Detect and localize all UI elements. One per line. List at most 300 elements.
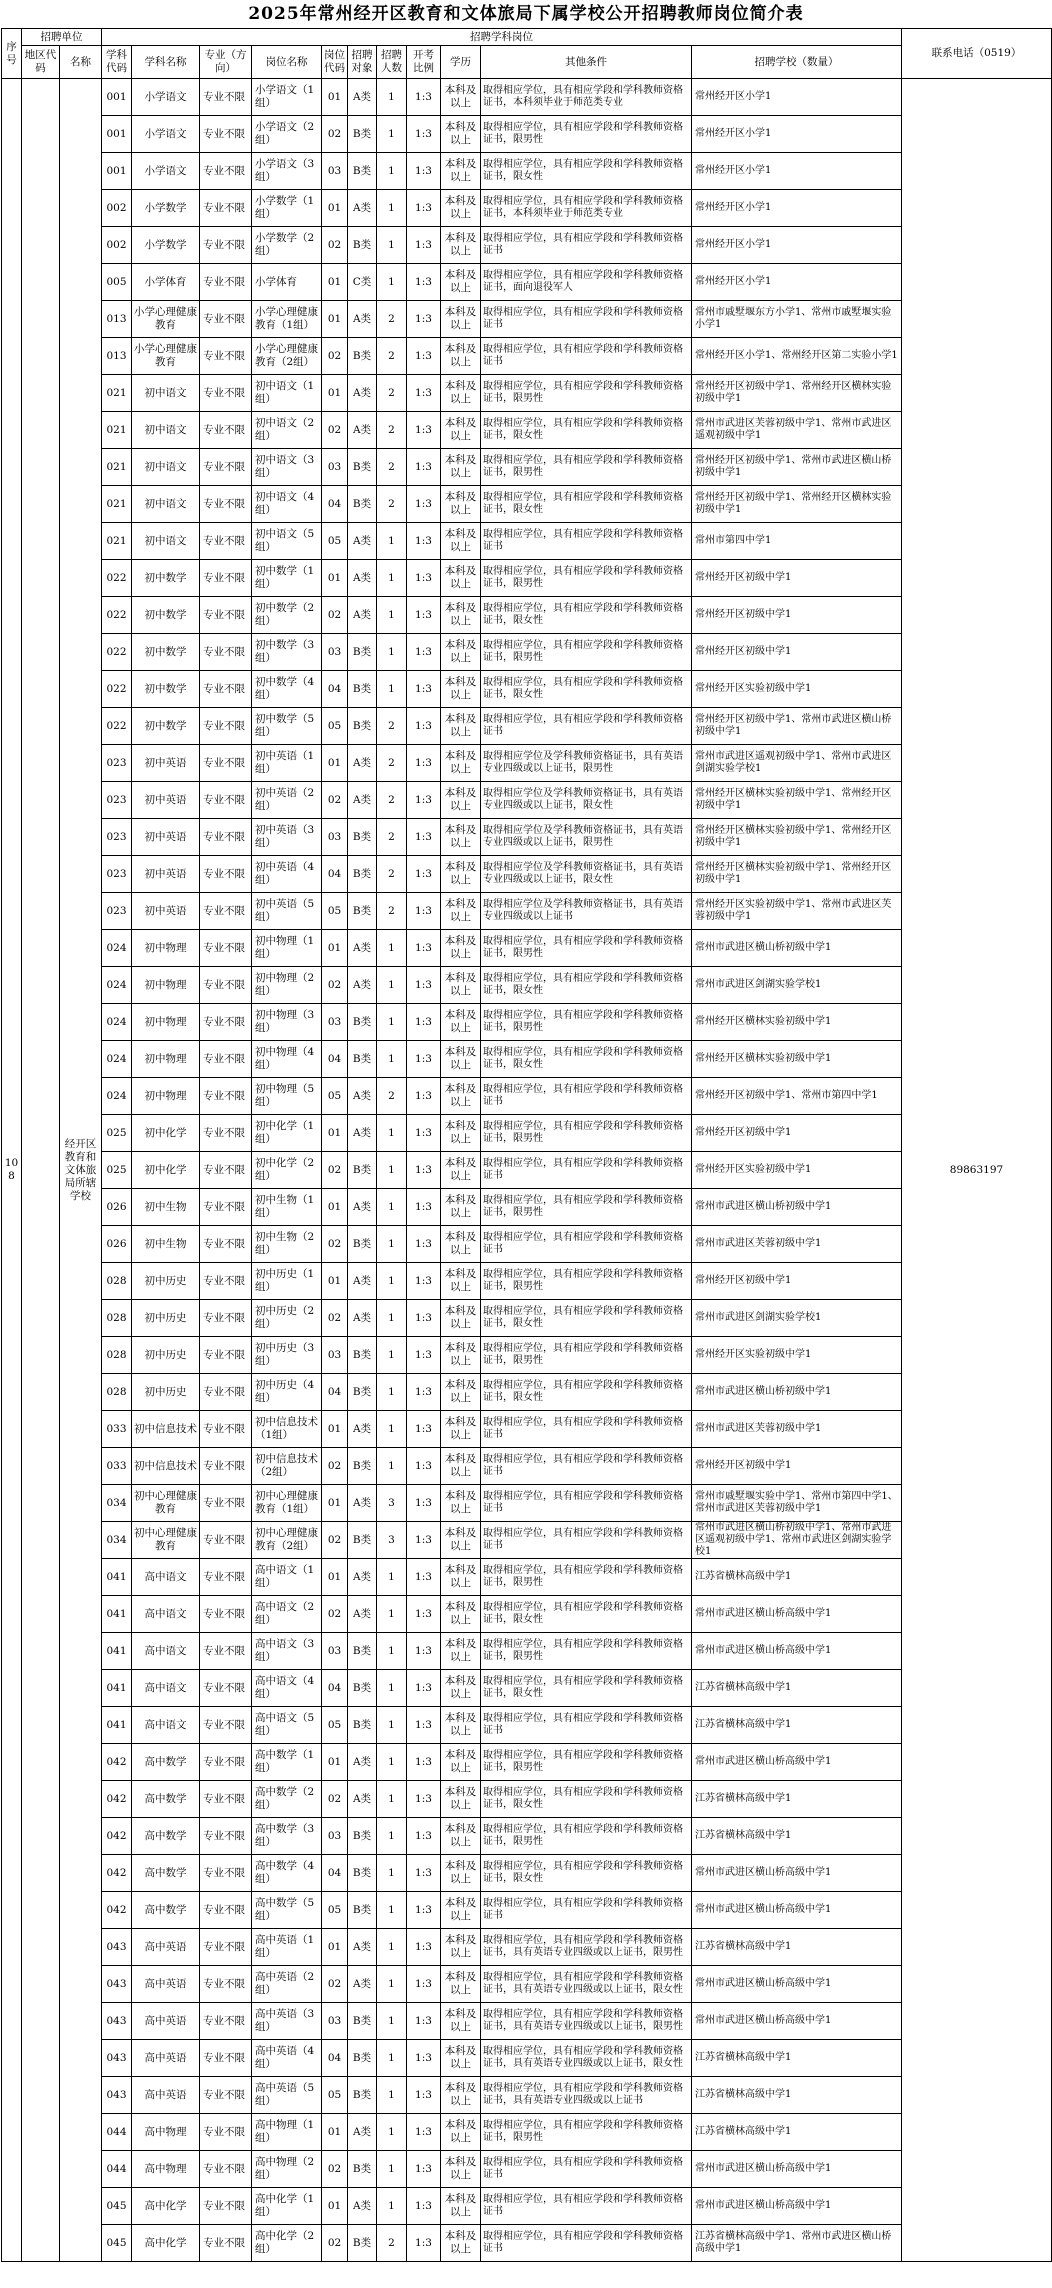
major-cell: 专业不限 xyxy=(200,227,252,264)
header-major: 专业（方向） xyxy=(200,46,252,79)
subject-code-cell: 041 xyxy=(102,1670,132,1707)
ratio-cell: 1:3 xyxy=(407,1189,441,1226)
ratio-cell: 1:3 xyxy=(407,597,441,634)
count-cell: 1 xyxy=(377,1041,407,1078)
table-row xyxy=(2,856,1052,893)
subject-code-cell: 002 xyxy=(102,190,132,227)
ratio-cell: 1:3 xyxy=(407,1596,441,1633)
table-row xyxy=(2,264,1052,301)
target-cell: B类 xyxy=(348,1337,377,1374)
target-cell: A类 xyxy=(348,782,377,819)
target-cell: A类 xyxy=(348,1559,377,1596)
target-cell: B类 xyxy=(348,708,377,745)
ratio-cell: 1:3 xyxy=(407,523,441,560)
conditions-cell: 取得相应学位，具有相应学段和学科教师资格证书，限男性 xyxy=(481,1337,692,1374)
subject-code-cell: 021 xyxy=(102,375,132,412)
subject-code-cell: 023 xyxy=(102,893,132,930)
major-cell: 专业不限 xyxy=(200,1596,252,1633)
target-cell: B类 xyxy=(348,893,377,930)
post-name-cell: 初中数学（4组） xyxy=(252,671,322,708)
major-cell: 专业不限 xyxy=(200,1707,252,1744)
education-cell: 本科及以上 xyxy=(441,449,481,486)
ratio-cell: 1:3 xyxy=(407,1078,441,1115)
education-cell: 本科及以上 xyxy=(441,523,481,560)
conditions-cell: 取得相应学位，具有相应学段和学科教师资格证书，限女性 xyxy=(481,486,692,523)
post-name-cell: 初中语文（4组） xyxy=(252,486,322,523)
target-cell: A类 xyxy=(348,1263,377,1300)
subject-code-cell: 013 xyxy=(102,338,132,375)
education-cell: 本科及以上 xyxy=(441,1337,481,1374)
ratio-cell: 1:3 xyxy=(407,745,441,782)
conditions-cell: 取得相应学位，具有相应学段和学科教师资格证书 xyxy=(481,1226,692,1263)
education-cell: 本科及以上 xyxy=(441,634,481,671)
major-cell: 专业不限 xyxy=(200,1152,252,1189)
ratio-cell: 1:3 xyxy=(407,782,441,819)
education-cell: 本科及以上 xyxy=(441,1522,481,1559)
education-cell: 本科及以上 xyxy=(441,1670,481,1707)
subject-name-cell: 初中英语 xyxy=(132,782,200,819)
post-code-cell: 01 xyxy=(322,745,348,782)
ratio-cell: 1:3 xyxy=(407,2188,441,2225)
major-cell: 专业不限 xyxy=(200,1115,252,1152)
post-name-cell: 小学语文（1组） xyxy=(252,79,322,116)
conditions-cell: 取得相应学位，具有相应学段和学科教师资格证书，本科须毕业于师范类专业 xyxy=(481,79,692,116)
target-cell: B类 xyxy=(348,486,377,523)
post-code-cell: 01 xyxy=(322,1744,348,1781)
conditions-cell: 取得相应学位，具有相应学段和学科教师资格证书 xyxy=(481,1448,692,1485)
target-cell: A类 xyxy=(348,1966,377,2003)
education-cell: 本科及以上 xyxy=(441,1892,481,1929)
subject-code-cell: 005 xyxy=(102,264,132,301)
post-code-cell: 02 xyxy=(322,1596,348,1633)
conditions-cell: 取得相应学位，具有相应学段和学科教师资格证书 xyxy=(481,708,692,745)
ratio-cell: 1:3 xyxy=(407,338,441,375)
post-code-cell: 02 xyxy=(322,116,348,153)
education-cell: 本科及以上 xyxy=(441,1596,481,1633)
count-cell: 1 xyxy=(377,1152,407,1189)
count-cell: 1 xyxy=(377,671,407,708)
schools-cell: 江苏省横林高级中学1 xyxy=(692,1818,902,1855)
ratio-cell: 1:3 xyxy=(407,153,441,190)
education-cell: 本科及以上 xyxy=(441,227,481,264)
table-row xyxy=(2,708,1052,745)
count-cell: 2 xyxy=(377,819,407,856)
target-cell: B类 xyxy=(348,671,377,708)
schools-cell: 常州市第四中学1 xyxy=(692,523,902,560)
schools-cell: 常州经开区小学1、常州经开区第二实验小学1 xyxy=(692,338,902,375)
table-row xyxy=(2,1707,1052,1744)
conditions-cell: 取得相应学位，具有相应学段和学科教师资格证书，限男性 xyxy=(481,930,692,967)
post-name-cell: 初中信息技术（2组） xyxy=(252,1448,322,1485)
target-cell: B类 xyxy=(348,856,377,893)
major-cell: 专业不限 xyxy=(200,1189,252,1226)
count-cell: 1 xyxy=(377,264,407,301)
target-cell: A类 xyxy=(348,1300,377,1337)
target-cell: B类 xyxy=(348,634,377,671)
education-cell: 本科及以上 xyxy=(441,1818,481,1855)
table-row xyxy=(2,1522,1052,1559)
subject-name-cell: 初中物理 xyxy=(132,930,200,967)
ratio-cell: 1:3 xyxy=(407,560,441,597)
subject-name-cell: 初中数学 xyxy=(132,560,200,597)
subject-name-cell: 初中英语 xyxy=(132,856,200,893)
post-name-cell: 初中物理（5组） xyxy=(252,1078,322,1115)
table-row xyxy=(2,1189,1052,1226)
subject-code-cell: 043 xyxy=(102,2040,132,2077)
post-code-cell: 02 xyxy=(322,967,348,1004)
table-row xyxy=(2,1596,1052,1633)
post-name-cell: 初中历史（1组） xyxy=(252,1263,322,1300)
conditions-cell: 取得相应学位，具有相应学段和学科教师资格证书，具有英语专业四级或以上证书 xyxy=(481,2077,692,2114)
education-cell: 本科及以上 xyxy=(441,1929,481,1966)
conditions-cell: 取得相应学位，具有相应学段和学科教师资格证书，限女性 xyxy=(481,1374,692,1411)
major-cell: 专业不限 xyxy=(200,1078,252,1115)
count-cell: 1 xyxy=(377,1337,407,1374)
ratio-cell: 1:3 xyxy=(407,412,441,449)
count-cell: 1 xyxy=(377,1559,407,1596)
conditions-cell: 取得相应学位，具有相应学段和学科教师资格证书，限男性 xyxy=(481,1115,692,1152)
post-name-cell: 高中英语（2组） xyxy=(252,1966,322,2003)
major-cell: 专业不限 xyxy=(200,930,252,967)
subject-name-cell: 初中生物 xyxy=(132,1189,200,1226)
count-cell: 1 xyxy=(377,116,407,153)
education-cell: 本科及以上 xyxy=(441,1078,481,1115)
subject-name-cell: 初中英语 xyxy=(132,893,200,930)
education-cell: 本科及以上 xyxy=(441,967,481,1004)
target-cell: B类 xyxy=(348,1226,377,1263)
post-code-cell: 02 xyxy=(322,338,348,375)
subject-name-cell: 小学语文 xyxy=(132,116,200,153)
table-row xyxy=(2,1115,1052,1152)
target-cell: A类 xyxy=(348,1596,377,1633)
post-name-cell: 初中生物（1组） xyxy=(252,1189,322,1226)
ratio-cell: 1:3 xyxy=(407,2003,441,2040)
table-row xyxy=(2,153,1052,190)
target-cell: A类 xyxy=(348,412,377,449)
subject-name-cell: 初中信息技术 xyxy=(132,1448,200,1485)
subject-code-cell: 028 xyxy=(102,1263,132,1300)
conditions-cell: 取得相应学位，具有相应学段和学科教师资格证书，限男性 xyxy=(481,2114,692,2151)
count-cell: 2 xyxy=(377,745,407,782)
target-cell: A类 xyxy=(348,190,377,227)
post-code-cell: 01 xyxy=(322,1115,348,1152)
major-cell: 专业不限 xyxy=(200,523,252,560)
education-cell: 本科及以上 xyxy=(441,856,481,893)
schools-cell: 常州经开区初级中学1、常州市武进区横山桥初级中学1 xyxy=(692,708,902,745)
table-row xyxy=(2,1300,1052,1337)
subject-code-cell: 033 xyxy=(102,1411,132,1448)
subject-name-cell: 初中物理 xyxy=(132,1078,200,1115)
post-name-cell: 初中物理（2组） xyxy=(252,967,322,1004)
education-cell: 本科及以上 xyxy=(441,1559,481,1596)
post-code-cell: 01 xyxy=(322,2114,348,2151)
target-cell: B类 xyxy=(348,1448,377,1485)
ratio-cell: 1:3 xyxy=(407,1337,441,1374)
count-cell: 1 xyxy=(377,2003,407,2040)
subject-name-cell: 高中化学 xyxy=(132,2225,200,2262)
schools-cell: 江苏省横林高级中学1 xyxy=(692,2040,902,2077)
post-name-cell: 小学心理健康教育（2组） xyxy=(252,338,322,375)
post-name-cell: 小学数学（2组） xyxy=(252,227,322,264)
count-cell: 1 xyxy=(377,1448,407,1485)
count-cell: 1 xyxy=(377,2114,407,2151)
table-row xyxy=(2,449,1052,486)
count-cell: 1 xyxy=(377,634,407,671)
major-cell: 专业不限 xyxy=(200,1781,252,1818)
table-row xyxy=(2,1004,1052,1041)
post-code-cell: 01 xyxy=(322,1929,348,1966)
table-row xyxy=(2,301,1052,338)
subject-name-cell: 高中数学 xyxy=(132,1781,200,1818)
post-name-cell: 初中历史（3组） xyxy=(252,1337,322,1374)
subject-code-cell: 034 xyxy=(102,1522,132,1559)
education-cell: 本科及以上 xyxy=(441,1152,481,1189)
post-code-cell: 04 xyxy=(322,2040,348,2077)
post-name-cell: 初中物理（3组） xyxy=(252,1004,322,1041)
count-cell: 1 xyxy=(377,1966,407,2003)
ratio-cell: 1:3 xyxy=(407,1115,441,1152)
post-code-cell: 01 xyxy=(322,560,348,597)
education-cell: 本科及以上 xyxy=(441,153,481,190)
post-code-cell: 05 xyxy=(322,1078,348,1115)
conditions-cell: 取得相应学位，具有相应学段和学科教师资格证书，限男性 xyxy=(481,560,692,597)
post-code-cell: 04 xyxy=(322,1855,348,1892)
post-name-cell: 初中历史（2组） xyxy=(252,1300,322,1337)
post-code-cell: 03 xyxy=(322,1337,348,1374)
subject-code-cell: 041 xyxy=(102,1559,132,1596)
ratio-cell: 1:3 xyxy=(407,1855,441,1892)
count-cell: 1 xyxy=(377,1855,407,1892)
schools-cell: 常州市武进区横山桥初级中学1 xyxy=(692,1189,902,1226)
subject-name-cell: 初中数学 xyxy=(132,634,200,671)
post-code-cell: 01 xyxy=(322,1263,348,1300)
post-code-cell: 05 xyxy=(322,1892,348,1929)
table-row xyxy=(2,1041,1052,1078)
subject-name-cell: 小学数学 xyxy=(132,190,200,227)
schools-cell: 常州经开区初级中学1 xyxy=(692,1448,902,1485)
ratio-cell: 1:3 xyxy=(407,1929,441,1966)
ratio-cell: 1:3 xyxy=(407,1263,441,1300)
subject-name-cell: 初中数学 xyxy=(132,671,200,708)
post-name-cell: 初中生物（2组） xyxy=(252,1226,322,1263)
conditions-cell: 取得相应学位，具有相应学段和学科教师资格证书 xyxy=(481,1411,692,1448)
post-code-cell: 04 xyxy=(322,856,348,893)
major-cell: 专业不限 xyxy=(200,338,252,375)
post-code-cell: 03 xyxy=(322,1818,348,1855)
schools-cell: 常州市武进区横山桥初级中学1 xyxy=(692,1374,902,1411)
conditions-cell: 取得相应学位，具有相应学段和学科教师资格证书，限女性 xyxy=(481,412,692,449)
major-cell: 专业不限 xyxy=(200,1744,252,1781)
schools-cell: 常州经开区实验初级中学1、常州市武进区芙蓉初级中学1 xyxy=(692,893,902,930)
count-cell: 1 xyxy=(377,1596,407,1633)
conditions-cell: 取得相应学位，具有相应学段和学科教师资格证书 xyxy=(481,338,692,375)
major-cell: 专业不限 xyxy=(200,1374,252,1411)
subject-code-cell: 023 xyxy=(102,745,132,782)
major-cell: 专业不限 xyxy=(200,1448,252,1485)
major-cell: 专业不限 xyxy=(200,560,252,597)
header-subject-code: 学科代码 xyxy=(102,46,132,79)
post-name-cell: 初中数学（3组） xyxy=(252,634,322,671)
schools-cell: 江苏省横林高级中学1 xyxy=(692,1670,902,1707)
conditions-cell: 取得相应学位，具有相应学段和学科教师资格证书 xyxy=(481,1485,692,1522)
schools-cell: 江苏省横林高级中学1、常州市武进区横山桥高级中学1 xyxy=(692,2225,902,2262)
count-cell: 2 xyxy=(377,2225,407,2262)
count-cell: 2 xyxy=(377,412,407,449)
major-cell: 专业不限 xyxy=(200,967,252,1004)
target-cell: B类 xyxy=(348,819,377,856)
post-code-cell: 01 xyxy=(322,1411,348,1448)
schools-cell: 常州经开区实验初级中学1 xyxy=(692,671,902,708)
table-row xyxy=(2,893,1052,930)
education-cell: 本科及以上 xyxy=(441,1966,481,2003)
major-cell: 专业不限 xyxy=(200,1818,252,1855)
schools-cell: 江苏省横林高级中学1 xyxy=(692,2077,902,2114)
subject-code-cell: 043 xyxy=(102,1966,132,2003)
post-name-cell: 高中英语（3组） xyxy=(252,2003,322,2040)
post-code-cell: 01 xyxy=(322,1559,348,1596)
conditions-cell: 取得相应学位，具有相应学段和学科教师资格证书 xyxy=(481,2151,692,2188)
major-cell: 专业不限 xyxy=(200,1300,252,1337)
major-cell: 专业不限 xyxy=(200,1670,252,1707)
post-name-cell: 小学语文（3组） xyxy=(252,153,322,190)
schools-cell: 常州经开区横林实验初级中学1、常州经开区初级中学1 xyxy=(692,782,902,819)
header-unit-group: 招聘单位 xyxy=(22,29,102,46)
ratio-cell: 1:3 xyxy=(407,2077,441,2114)
table-row xyxy=(2,1448,1052,1485)
header-seq: 序号 xyxy=(2,29,22,79)
education-cell: 本科及以上 xyxy=(441,1374,481,1411)
post-code-cell: 05 xyxy=(322,893,348,930)
subject-name-cell: 高中物理 xyxy=(132,2151,200,2188)
table-row xyxy=(2,2114,1052,2151)
table-row xyxy=(2,79,1052,116)
post-code-cell: 05 xyxy=(322,523,348,560)
subject-code-cell: 044 xyxy=(102,2114,132,2151)
conditions-cell: 取得相应学位，具有相应学段和学科教师资格证书，限女性 xyxy=(481,967,692,1004)
schools-cell: 常州经开区初级中学1、常州市武进区横山桥初级中学1 xyxy=(692,449,902,486)
header-schools: 招聘学校（数量） xyxy=(692,46,902,79)
education-cell: 本科及以上 xyxy=(441,1041,481,1078)
target-cell: A类 xyxy=(348,301,377,338)
target-cell: B类 xyxy=(348,1818,377,1855)
major-cell: 专业不限 xyxy=(200,1966,252,2003)
ratio-cell: 1:3 xyxy=(407,1152,441,1189)
schools-cell: 江苏省横林高级中学1 xyxy=(692,1559,902,1596)
major-cell: 专业不限 xyxy=(200,1485,252,1522)
subject-code-cell: 028 xyxy=(102,1337,132,1374)
post-name-cell: 小学心理健康教育（1组） xyxy=(252,301,322,338)
ratio-cell: 1:3 xyxy=(407,1300,441,1337)
subject-code-cell: 033 xyxy=(102,1448,132,1485)
education-cell: 本科及以上 xyxy=(441,190,481,227)
subject-code-cell: 001 xyxy=(102,153,132,190)
conditions-cell: 取得相应学位及学科教师资格证书，具有英语专业四级或以上证书，限男性 xyxy=(481,745,692,782)
schools-cell: 常州市武进区横山桥高级中学1 xyxy=(692,1966,902,2003)
post-name-cell: 初中英语（5组） xyxy=(252,893,322,930)
subject-code-cell: 026 xyxy=(102,1226,132,1263)
conditions-cell: 取得相应学位，具有相应学段和学科教师资格证书，限男性 xyxy=(481,1818,692,1855)
table-row xyxy=(2,2003,1052,2040)
region-code-cell xyxy=(22,79,60,2262)
target-cell: B类 xyxy=(348,1041,377,1078)
post-name-cell: 初中英语（3组） xyxy=(252,819,322,856)
target-cell: B类 xyxy=(348,1707,377,1744)
target-cell: A类 xyxy=(348,745,377,782)
major-cell: 专业不限 xyxy=(200,1041,252,1078)
education-cell: 本科及以上 xyxy=(441,708,481,745)
table-row xyxy=(2,2040,1052,2077)
schools-cell: 常州市武进区横山桥初级中学1、常州市武进区遥观初级中学1、常州市武进区剑湖实验学校1 xyxy=(692,1522,902,1559)
post-name-cell: 高中英语（1组） xyxy=(252,1929,322,1966)
schools-cell: 常州市武进区剑湖实验学校1 xyxy=(692,967,902,1004)
major-cell: 专业不限 xyxy=(200,2188,252,2225)
subject-code-cell: 028 xyxy=(102,1300,132,1337)
conditions-cell: 取得相应学位，具有相应学段和学科教师资格证书，限女性 xyxy=(481,671,692,708)
major-cell: 专业不限 xyxy=(200,745,252,782)
table-row xyxy=(2,1633,1052,1670)
post-name-cell: 初中数学（1组） xyxy=(252,560,322,597)
post-code-cell: 04 xyxy=(322,1041,348,1078)
header-unit-name: 名称 xyxy=(60,46,102,79)
table-row xyxy=(2,1078,1052,1115)
header-other: 其他条件 xyxy=(481,46,692,79)
education-cell: 本科及以上 xyxy=(441,1115,481,1152)
post-code-cell: 04 xyxy=(322,1374,348,1411)
subject-name-cell: 初中化学 xyxy=(132,1115,200,1152)
subject-code-cell: 044 xyxy=(102,2151,132,2188)
target-cell: B类 xyxy=(348,1670,377,1707)
subject-name-cell: 初中物理 xyxy=(132,967,200,1004)
major-cell: 专业不限 xyxy=(200,2077,252,2114)
post-code-cell: 02 xyxy=(322,412,348,449)
count-cell: 1 xyxy=(377,1300,407,1337)
schools-cell: 常州市武进区横山桥高级中学1 xyxy=(692,1892,902,1929)
header-target: 招聘对象 xyxy=(348,46,377,79)
schools-cell: 江苏省横林高级中学1 xyxy=(692,1707,902,1744)
subject-name-cell: 高中物理 xyxy=(132,2114,200,2151)
subject-name-cell: 初中历史 xyxy=(132,1337,200,1374)
conditions-cell: 取得相应学位，具有相应学段和学科教师资格证书，限男性 xyxy=(481,116,692,153)
conditions-cell: 取得相应学位，具有相应学段和学科教师资格证书 xyxy=(481,523,692,560)
schools-cell: 常州经开区初级中学1、常州市第四中学1 xyxy=(692,1078,902,1115)
target-cell: A类 xyxy=(348,597,377,634)
major-cell: 专业不限 xyxy=(200,1522,252,1559)
major-cell: 专业不限 xyxy=(200,1004,252,1041)
post-name-cell: 小学体育 xyxy=(252,264,322,301)
schools-cell: 常州市武进区横山桥初级中学1 xyxy=(692,930,902,967)
ratio-cell: 1:3 xyxy=(407,264,441,301)
ratio-cell: 1:3 xyxy=(407,1966,441,2003)
subject-name-cell: 小学心理健康教育 xyxy=(132,301,200,338)
ratio-cell: 1:3 xyxy=(407,1818,441,1855)
subject-name-cell: 初中语文 xyxy=(132,523,200,560)
count-cell: 1 xyxy=(377,2077,407,2114)
post-code-cell: 03 xyxy=(322,2003,348,2040)
target-cell: B类 xyxy=(348,1004,377,1041)
count-cell: 1 xyxy=(377,2151,407,2188)
target-cell: B类 xyxy=(348,1374,377,1411)
post-name-cell: 初中语文（5组） xyxy=(252,523,322,560)
target-cell: A类 xyxy=(348,560,377,597)
education-cell: 本科及以上 xyxy=(441,671,481,708)
target-cell: A类 xyxy=(348,1115,377,1152)
ratio-cell: 1:3 xyxy=(407,1411,441,1448)
header-region-code: 地区代码 xyxy=(22,46,60,79)
education-cell: 本科及以上 xyxy=(441,930,481,967)
major-cell: 专业不限 xyxy=(200,2114,252,2151)
schools-cell: 常州市武进区横山桥高级中学1 xyxy=(692,1744,902,1781)
conditions-cell: 取得相应学位，具有相应学段和学科教师资格证书，限女性 xyxy=(481,1781,692,1818)
